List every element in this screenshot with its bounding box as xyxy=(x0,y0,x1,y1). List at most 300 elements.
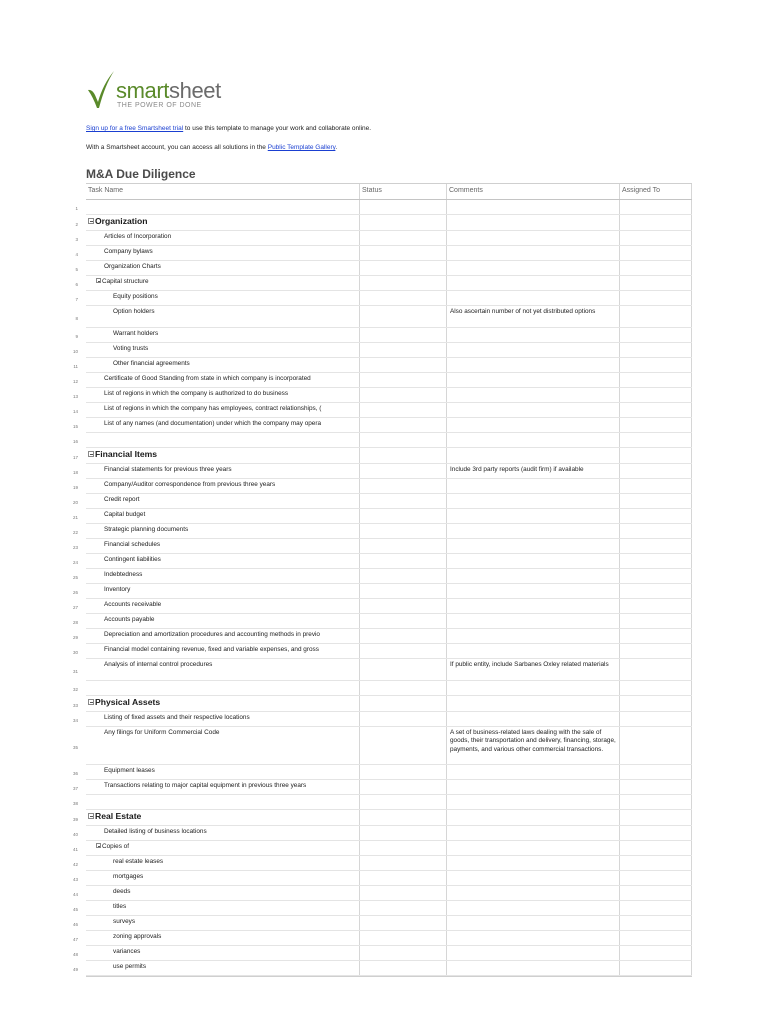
task-name xyxy=(113,948,140,956)
status-cell[interactable] xyxy=(360,569,447,583)
assigned-cell[interactable] xyxy=(620,644,692,658)
task-cell[interactable] xyxy=(86,554,360,568)
task-row[interactable]: 12 Certificate of Good Standing from state in which company is incorporated xyxy=(86,373,692,388)
assigned-cell[interactable] xyxy=(620,696,692,711)
comments-cell[interactable] xyxy=(447,810,620,825)
assigned-cell[interactable] xyxy=(620,795,692,809)
task-name xyxy=(96,843,129,851)
task-label: Capital structure xyxy=(102,278,149,285)
task-cell[interactable] xyxy=(86,841,360,855)
task-cell[interactable] xyxy=(86,901,360,915)
comments-cell[interactable] xyxy=(447,629,620,643)
assigned-cell[interactable] xyxy=(620,712,692,726)
status-cell[interactable] xyxy=(360,810,447,825)
task-cell[interactable] xyxy=(86,494,360,508)
intro-line-1 xyxy=(86,124,371,133)
task-cell[interactable] xyxy=(86,524,360,538)
task-name xyxy=(104,263,161,271)
section-row[interactable]: 39 Real Estate xyxy=(86,810,692,826)
status-cell[interactable] xyxy=(360,433,447,447)
task-label: Organization xyxy=(95,216,148,226)
task-label: use permits xyxy=(113,963,147,970)
assigned-cell[interactable] xyxy=(620,306,692,327)
comments-cell[interactable]: Also ascertain number of not yet distributed options xyxy=(447,306,620,327)
task-cell[interactable] xyxy=(86,448,360,463)
task-cell[interactable] xyxy=(86,599,360,613)
task-cell[interactable] xyxy=(86,659,360,680)
assigned-cell[interactable] xyxy=(620,291,692,305)
task-row[interactable]: 25 Indebtedness xyxy=(86,569,692,584)
assigned-cell[interactable] xyxy=(620,871,692,885)
task-cell[interactable] xyxy=(86,727,360,764)
assigned-cell[interactable] xyxy=(620,358,692,372)
task-label: List of regions in which the company has employees, contract relationships, ( xyxy=(104,405,322,412)
comments-cell[interactable] xyxy=(447,343,620,357)
section-row[interactable]: 17 Financial Items xyxy=(86,448,692,464)
comments-cell[interactable] xyxy=(447,712,620,726)
task-row[interactable]: 24 Contingent liabilities xyxy=(86,554,692,569)
status-cell[interactable] xyxy=(360,343,447,357)
status-cell[interactable] xyxy=(360,373,447,387)
task-cell[interactable] xyxy=(86,810,360,825)
task-row[interactable]: 46 surveys xyxy=(86,916,692,931)
task-name xyxy=(104,646,319,654)
task-row[interactable]: 7 Equity positions xyxy=(86,291,692,306)
status-cell[interactable] xyxy=(360,780,447,794)
task-row[interactable]: 37 Transactions relating to major capital equipment in previous three years xyxy=(86,780,692,795)
status-cell[interactable] xyxy=(360,644,447,658)
status-cell[interactable] xyxy=(360,712,447,726)
task-cell[interactable] xyxy=(86,614,360,628)
comments-cell[interactable]: If public entity, include Sarbanes Oxley related materials xyxy=(447,659,620,680)
comments-cell[interactable] xyxy=(447,403,620,417)
comments-cell[interactable] xyxy=(447,916,620,930)
status-cell[interactable] xyxy=(360,215,447,230)
task-row[interactable]: 38 xyxy=(86,795,692,810)
task-cell[interactable] xyxy=(86,231,360,245)
task-name xyxy=(104,541,160,549)
task-row[interactable]: 29 Depreciation and amortization procedures and accounting methods in previo xyxy=(86,629,692,644)
comments-cell[interactable] xyxy=(447,358,620,372)
comments-cell[interactable]: A set of business-related laws dealing with the sale of goods, their transportation and delivery, financing, storage, payments, and various other commercial transactions. xyxy=(447,727,620,764)
task-cell[interactable] xyxy=(86,291,360,305)
task-label: Strategic planning documents xyxy=(104,526,189,533)
task-row[interactable]: 1 xyxy=(86,200,692,215)
assigned-cell[interactable] xyxy=(620,810,692,825)
assigned-cell[interactable] xyxy=(620,826,692,840)
task-row[interactable]: 35 Any filings for Uniform Commercial Code A set of business-related laws dealing with the sale of goods, their transportation and delivery, financing, storage, payments, and various other commercial transactions. xyxy=(86,727,692,765)
smartsheet-logo xyxy=(86,68,226,114)
task-name xyxy=(104,233,171,241)
task-row[interactable]: 10 Voting trusts xyxy=(86,343,692,358)
task-cell[interactable] xyxy=(86,418,360,432)
task-label: Certificate of Good Standing from state in which company is incorporated xyxy=(104,375,311,382)
task-row[interactable]: 21 Capital budget xyxy=(86,509,692,524)
assigned-cell[interactable] xyxy=(620,448,692,463)
task-row[interactable]: 45 titles xyxy=(86,901,692,916)
comments-cell[interactable]: Include 3rd party reports (audit firm) if available xyxy=(447,464,620,478)
status-cell[interactable] xyxy=(360,524,447,538)
task-label: Financial statements for previous three years xyxy=(104,466,232,473)
status-cell[interactable] xyxy=(360,479,447,493)
assigned-cell[interactable] xyxy=(620,554,692,568)
comments-cell[interactable] xyxy=(447,765,620,779)
status-cell[interactable] xyxy=(360,871,447,885)
task-label: Equipment leases xyxy=(104,767,155,774)
assigned-cell[interactable] xyxy=(620,509,692,523)
status-cell[interactable] xyxy=(360,584,447,598)
column-header-status[interactable]: Status xyxy=(360,184,447,199)
task-cell[interactable] xyxy=(86,343,360,357)
task-row[interactable]: 22 Strategic planning documents xyxy=(86,524,692,539)
free-trial-link[interactable]: Sign up for a free Smartsheet trial xyxy=(86,125,184,132)
task-cell[interactable] xyxy=(86,795,360,809)
task-row[interactable]: 15 List of any names (and documentation) under which the company may opera xyxy=(86,418,692,433)
task-label: surveys xyxy=(113,918,136,925)
comments-cell[interactable] xyxy=(447,291,620,305)
assigned-cell[interactable] xyxy=(620,584,692,598)
status-cell[interactable] xyxy=(360,494,447,508)
assigned-cell[interactable] xyxy=(620,961,692,975)
task-cell[interactable] xyxy=(86,780,360,794)
assigned-cell[interactable] xyxy=(620,200,692,214)
status-cell[interactable] xyxy=(360,886,447,900)
comments-cell[interactable] xyxy=(447,871,620,885)
task-cell[interactable] xyxy=(86,856,360,870)
comments-cell[interactable] xyxy=(447,795,620,809)
task-row[interactable]: 11 Other financial agreements xyxy=(86,358,692,373)
comments-cell[interactable] xyxy=(447,433,620,447)
status-cell[interactable] xyxy=(360,681,447,695)
task-row[interactable]: 6 Capital structure xyxy=(86,276,692,291)
assigned-cell[interactable] xyxy=(620,231,692,245)
assigned-cell[interactable] xyxy=(620,727,692,764)
task-row[interactable]: 3 Articles of Incorporation xyxy=(86,231,692,246)
collapse-toggle-icon[interactable] xyxy=(88,218,94,224)
section-row[interactable]: 2 Organization xyxy=(86,215,692,231)
task-cell[interactable] xyxy=(86,433,360,447)
comments-cell[interactable] xyxy=(447,328,620,342)
task-row[interactable]: 44 deeds xyxy=(86,886,692,901)
assigned-cell[interactable] xyxy=(620,569,692,583)
assigned-cell[interactable] xyxy=(620,215,692,230)
comments-cell[interactable] xyxy=(447,841,620,855)
assigned-cell[interactable] xyxy=(620,599,692,613)
collapse-toggle-icon[interactable] xyxy=(88,813,94,819)
task-cell[interactable] xyxy=(86,584,360,598)
task-label: Listing of fixed assets and their respective locations xyxy=(104,714,250,721)
assigned-cell[interactable] xyxy=(620,901,692,915)
assigned-cell[interactable] xyxy=(620,388,692,402)
task-label: Company/Auditor correspondence from previous three years xyxy=(104,481,276,488)
logo-tagline: THE POWER OF DONE xyxy=(117,102,202,109)
assigned-cell[interactable] xyxy=(620,524,692,538)
task-name xyxy=(104,526,188,534)
status-cell[interactable] xyxy=(360,795,447,809)
column-header-assigned[interactable]: Assigned To xyxy=(620,184,692,199)
assigned-cell[interactable] xyxy=(620,841,692,855)
status-cell[interactable] xyxy=(360,509,447,523)
task-row[interactable]: 16 xyxy=(86,433,692,448)
status-cell[interactable] xyxy=(360,629,447,643)
task-row[interactable]: 41 Copies of xyxy=(86,841,692,856)
comments-cell[interactable] xyxy=(447,448,620,463)
comments-cell[interactable] xyxy=(447,494,620,508)
assigned-cell[interactable] xyxy=(620,276,692,290)
assigned-cell[interactable] xyxy=(620,246,692,260)
assigned-cell[interactable] xyxy=(620,539,692,553)
collapse-toggle-icon[interactable] xyxy=(96,843,101,848)
task-row[interactable]: 34 Listing of fixed assets and their respective locations xyxy=(86,712,692,727)
assigned-cell[interactable] xyxy=(620,916,692,930)
status-cell[interactable] xyxy=(360,727,447,764)
comments-cell[interactable] xyxy=(447,696,620,711)
comments-cell[interactable] xyxy=(447,215,620,230)
comments-cell[interactable] xyxy=(447,276,620,290)
task-row[interactable]: 28 Accounts payable xyxy=(86,614,692,629)
task-row[interactable]: 13 List of regions in which the company is authorized to do business xyxy=(86,388,692,403)
task-cell[interactable] xyxy=(86,215,360,230)
task-label: Accounts payable xyxy=(104,616,155,623)
task-name xyxy=(104,616,154,624)
task-name xyxy=(104,481,275,489)
status-cell[interactable] xyxy=(360,388,447,402)
status-cell[interactable] xyxy=(360,291,447,305)
comments-cell[interactable] xyxy=(447,681,620,695)
task-label: Any filings for Uniform Commercial Code xyxy=(104,729,220,736)
task-row[interactable]: 36 Equipment leases xyxy=(86,765,692,780)
task-cell[interactable] xyxy=(86,479,360,493)
collapse-toggle-icon[interactable] xyxy=(88,699,94,705)
status-cell[interactable] xyxy=(360,554,447,568)
comments-cell[interactable] xyxy=(447,200,620,214)
task-row[interactable]: 48 variances xyxy=(86,946,692,961)
assigned-cell[interactable] xyxy=(620,614,692,628)
collapse-toggle-icon[interactable] xyxy=(88,451,94,457)
task-cell[interactable] xyxy=(86,306,360,327)
comments-cell[interactable] xyxy=(447,644,620,658)
status-cell[interactable] xyxy=(360,464,447,478)
task-row[interactable]: 20 Credit report xyxy=(86,494,692,509)
status-cell[interactable] xyxy=(360,961,447,975)
task-cell[interactable] xyxy=(86,931,360,945)
status-cell[interactable] xyxy=(360,765,447,779)
task-cell[interactable] xyxy=(86,388,360,402)
assigned-cell[interactable] xyxy=(620,659,692,680)
comments-cell[interactable] xyxy=(447,931,620,945)
task-cell[interactable] xyxy=(86,200,360,214)
task-cell[interactable] xyxy=(86,539,360,553)
task-name xyxy=(113,888,130,896)
comments-cell[interactable] xyxy=(447,539,620,553)
task-cell[interactable] xyxy=(86,871,360,885)
task-row[interactable]: 23 Financial schedules xyxy=(86,539,692,554)
comments-cell[interactable] xyxy=(447,246,620,260)
comments-cell[interactable] xyxy=(447,599,620,613)
status-cell[interactable] xyxy=(360,358,447,372)
assigned-cell[interactable] xyxy=(620,886,692,900)
assigned-cell[interactable] xyxy=(620,403,692,417)
comments-cell[interactable] xyxy=(447,388,620,402)
task-label: Organization Charts xyxy=(104,263,161,270)
task-grid xyxy=(72,183,692,977)
comments-cell[interactable] xyxy=(447,614,620,628)
status-cell[interactable] xyxy=(360,916,447,930)
column-header-comments[interactable]: Comments xyxy=(447,184,620,199)
comments-cell[interactable] xyxy=(447,901,620,915)
assigned-cell[interactable] xyxy=(620,433,692,447)
task-row[interactable]: 9 Warrant holders xyxy=(86,328,692,343)
status-cell[interactable] xyxy=(360,614,447,628)
status-cell[interactable] xyxy=(360,539,447,553)
task-label: zoning approvals xyxy=(113,933,162,940)
task-label: List of regions in which the company is authorized to do business xyxy=(104,390,289,397)
comments-cell[interactable] xyxy=(447,826,620,840)
task-name xyxy=(113,330,158,338)
task-name xyxy=(113,873,143,881)
task-cell[interactable] xyxy=(86,509,360,523)
column-header-task[interactable]: Task Name xyxy=(86,184,360,199)
task-cell[interactable] xyxy=(86,765,360,779)
comments-cell[interactable] xyxy=(447,479,620,493)
comments-cell[interactable] xyxy=(447,569,620,583)
assigned-cell[interactable] xyxy=(620,765,692,779)
status-cell[interactable] xyxy=(360,901,447,915)
collapse-toggle-icon[interactable] xyxy=(96,278,101,283)
task-name xyxy=(104,767,155,775)
intro-line-2 xyxy=(86,143,337,152)
assigned-cell[interactable] xyxy=(620,856,692,870)
task-row[interactable]: 18 Financial statements for previous three years Include 3rd party reports (audit firm) if available xyxy=(86,464,692,479)
assigned-cell[interactable] xyxy=(620,418,692,432)
status-cell[interactable] xyxy=(360,696,447,711)
assigned-cell[interactable] xyxy=(620,931,692,945)
task-label: Real Estate xyxy=(95,811,142,821)
comments-cell[interactable] xyxy=(447,418,620,432)
status-cell[interactable] xyxy=(360,599,447,613)
status-cell[interactable] xyxy=(360,261,447,275)
task-cell[interactable] xyxy=(86,569,360,583)
task-cell[interactable] xyxy=(86,886,360,900)
task-label: titles xyxy=(113,903,127,910)
status-cell[interactable] xyxy=(360,246,447,260)
task-name xyxy=(96,278,149,286)
assigned-cell[interactable] xyxy=(620,494,692,508)
task-label: Transactions relating to major capital equipment in previous three years xyxy=(104,782,307,789)
task-row[interactable]: 8 Option holders Also ascertain number of not yet distributed options xyxy=(86,306,692,328)
task-row[interactable]: 47 zoning approvals xyxy=(86,931,692,946)
task-cell[interactable] xyxy=(86,644,360,658)
task-row[interactable]: 40 Detailed listing of business locations xyxy=(86,826,692,841)
comments-cell[interactable] xyxy=(447,509,620,523)
comments-cell[interactable] xyxy=(447,554,620,568)
task-row[interactable]: 27 Accounts receivable xyxy=(86,599,692,614)
task-label: Other financial agreements xyxy=(113,360,190,367)
task-row[interactable]: 4 Company bylaws xyxy=(86,246,692,261)
task-cell[interactable] xyxy=(86,373,360,387)
comments-cell[interactable] xyxy=(447,961,620,975)
task-cell[interactable] xyxy=(86,712,360,726)
task-row[interactable]: 14 List of regions in which the company has employees, contract relationships, ( xyxy=(86,403,692,418)
status-cell[interactable] xyxy=(360,856,447,870)
task-row[interactable]: 19 Company/Auditor correspondence from previous three years xyxy=(86,479,692,494)
comments-cell[interactable] xyxy=(447,946,620,960)
task-cell[interactable] xyxy=(86,946,360,960)
assigned-cell[interactable] xyxy=(620,373,692,387)
template-gallery-link[interactable]: Public Template Gallery xyxy=(267,144,336,151)
task-label: Depreciation and amortization procedures and accounting methods in previo xyxy=(104,631,320,638)
assigned-cell[interactable] xyxy=(620,681,692,695)
status-cell[interactable] xyxy=(360,200,447,214)
assigned-cell[interactable] xyxy=(620,479,692,493)
task-cell[interactable] xyxy=(86,328,360,342)
comments-cell[interactable] xyxy=(447,524,620,538)
status-cell[interactable] xyxy=(360,946,447,960)
task-row[interactable]: 26 Inventory xyxy=(86,584,692,599)
assigned-cell[interactable] xyxy=(620,328,692,342)
task-cell[interactable] xyxy=(86,261,360,275)
task-cell[interactable] xyxy=(86,276,360,290)
assigned-cell[interactable] xyxy=(620,946,692,960)
comments-cell[interactable] xyxy=(447,261,620,275)
task-label: Financial Items xyxy=(95,449,158,459)
task-row[interactable]: 5 Organization Charts xyxy=(86,261,692,276)
status-cell[interactable] xyxy=(360,403,447,417)
comments-cell[interactable] xyxy=(447,231,620,245)
task-row[interactable]: 32 xyxy=(86,681,692,696)
assigned-cell[interactable] xyxy=(620,464,692,478)
comments-cell[interactable] xyxy=(447,584,620,598)
status-cell[interactable] xyxy=(360,306,447,327)
task-row[interactable]: 43 mortgages xyxy=(86,871,692,886)
comments-cell[interactable] xyxy=(447,886,620,900)
comments-cell[interactable] xyxy=(447,373,620,387)
task-cell[interactable] xyxy=(86,916,360,930)
task-cell[interactable] xyxy=(86,358,360,372)
status-cell[interactable] xyxy=(360,448,447,463)
status-cell[interactable] xyxy=(360,418,447,432)
status-cell[interactable] xyxy=(360,841,447,855)
task-cell[interactable] xyxy=(86,403,360,417)
task-cell[interactable] xyxy=(86,826,360,840)
status-cell[interactable] xyxy=(360,328,447,342)
status-cell[interactable] xyxy=(360,231,447,245)
task-name xyxy=(104,390,288,398)
assigned-cell[interactable] xyxy=(620,780,692,794)
assigned-cell[interactable] xyxy=(620,261,692,275)
section-title xyxy=(88,812,141,820)
comments-cell[interactable] xyxy=(447,780,620,794)
task-row[interactable]: 42 real estate leases xyxy=(86,856,692,871)
task-row[interactable]: 49 use permits xyxy=(86,961,692,976)
assigned-cell[interactable] xyxy=(620,343,692,357)
status-cell[interactable] xyxy=(360,659,447,680)
comments-cell[interactable] xyxy=(447,856,620,870)
task-row[interactable]: 31 Analysis of internal control procedures If public entity, include Sarbanes Oxley related materials xyxy=(86,659,692,681)
assigned-cell[interactable] xyxy=(620,629,692,643)
task-cell[interactable] xyxy=(86,464,360,478)
section-row[interactable]: 33 Physical Assets xyxy=(86,696,692,712)
task-cell[interactable] xyxy=(86,629,360,643)
status-cell[interactable] xyxy=(360,276,447,290)
task-cell[interactable] xyxy=(86,246,360,260)
status-cell[interactable] xyxy=(360,826,447,840)
task-cell[interactable] xyxy=(86,681,360,695)
task-cell[interactable] xyxy=(86,961,360,975)
task-row[interactable]: 30 Financial model containing revenue, fixed and variable expenses, and gross xyxy=(86,644,692,659)
task-cell[interactable] xyxy=(86,696,360,711)
status-cell[interactable] xyxy=(360,931,447,945)
